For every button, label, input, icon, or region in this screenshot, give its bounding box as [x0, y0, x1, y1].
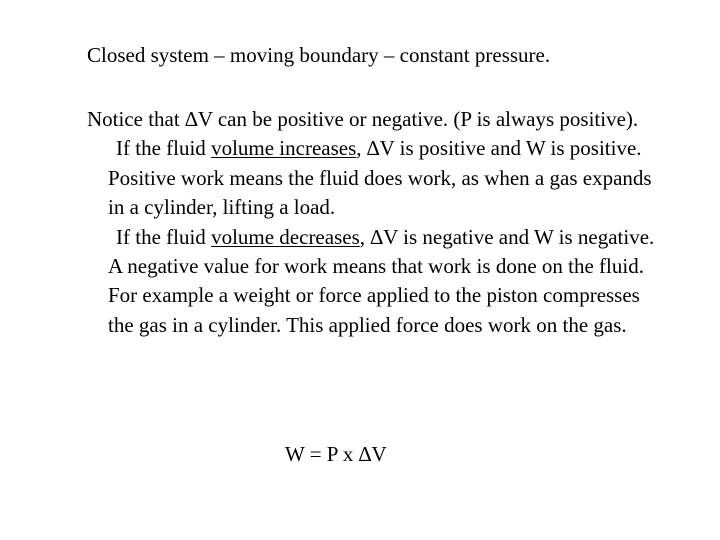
decrease-prefix: If the fluid: [116, 224, 212, 249]
volume-increase-paragraph: [87, 134, 667, 222]
notice-paragraph: Notice that ∆V can be positive or negative. (P is always positive).: [87, 107, 639, 131]
increase-suffix: , ∆V is positive and W is positive. Positive work means the fluid does work, as when a gas expands in a cylinder, lifting a load.: [108, 136, 652, 220]
increase-prefix: If the fluid: [116, 136, 212, 161]
volume-increases-underlined: volume increases: [211, 136, 357, 161]
volume-decreases-underlined: volume decreases: [211, 224, 360, 249]
decrease-suffix: , ∆V is negative and W is negative. A negative value for work means that work is done on the fluid. For example a weight or force applied to the piston compresses the gas in a cylinder. This applied force does work on the gas.: [108, 224, 655, 337]
volume-decrease-paragraph: [87, 223, 667, 341]
work-formula: W = P x ∆V: [285, 442, 387, 466]
slide-title: Closed system – moving boundary – constant pressure.: [87, 43, 551, 67]
slide-body: [87, 105, 667, 340]
